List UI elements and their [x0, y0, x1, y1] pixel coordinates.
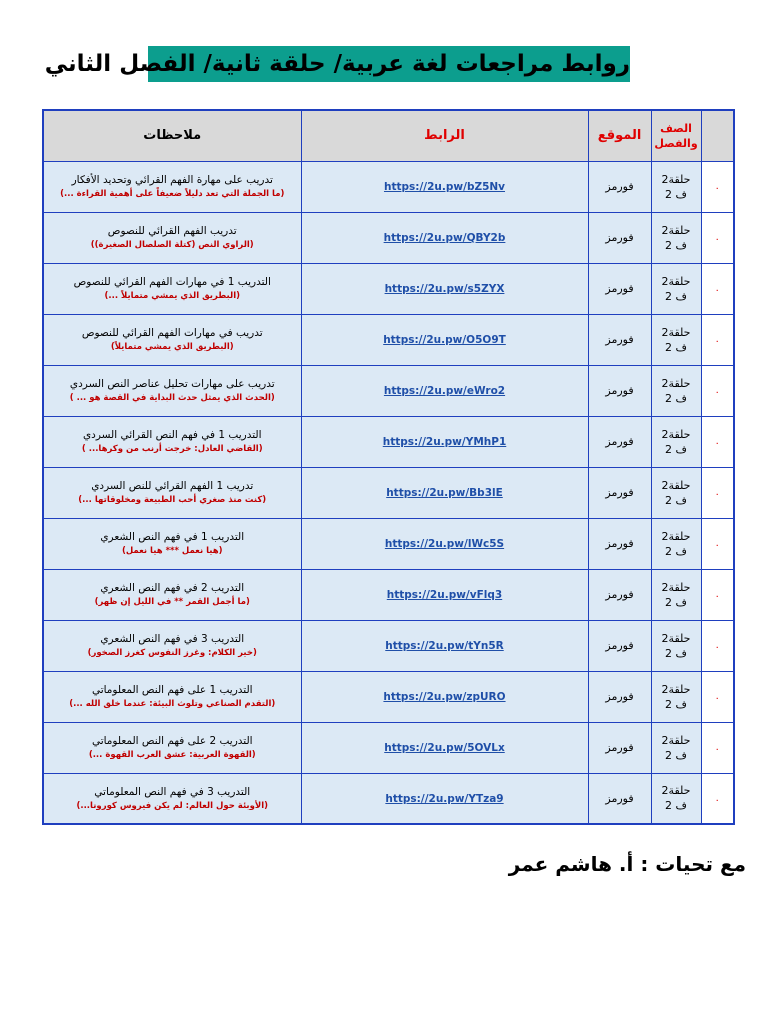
row-note-title: التدريب 1 في فهم النص القرائي السردي — [82, 429, 262, 441]
row-link[interactable]: https://2u.pw/s5ZYX — [384, 283, 505, 295]
row-site: فورمز — [588, 620, 651, 671]
row-note-title: تدريب الفهم القرائي للنصوص — [107, 225, 237, 237]
row-class — [651, 212, 701, 263]
row-class-line2: ف 2 — [665, 442, 687, 456]
row-link[interactable]: https://2u.pw/O5O9T — [383, 334, 506, 346]
row-link[interactable]: https://2u.pw/lWc5S — [384, 538, 505, 550]
row-link-cell — [301, 314, 588, 365]
row-notes — [43, 773, 301, 824]
row-link-cell — [301, 467, 588, 518]
row-note-subtitle: (ما الجملة التي تعد دليلاً ضعيفاً على أهمية القراءة ...) — [60, 189, 285, 199]
row-class-line2: ف 2 — [665, 391, 687, 405]
row-number: . — [701, 263, 734, 314]
row-link-cell — [301, 416, 588, 467]
row-class-line1: حلقة2 — [661, 733, 691, 747]
row-notes — [43, 569, 301, 620]
row-link-cell — [301, 518, 588, 569]
row-note-title: التدريب 2 على فهم النص المعلوماتي — [91, 735, 253, 747]
row-note-subtitle: (الراوي النص (كتلة الصلصال الصغيرة)) — [90, 240, 254, 250]
row-link[interactable]: https://2u.pw/QBY2b — [383, 232, 506, 244]
row-note-subtitle: (خير الكلام: وغرز النفوس كغرز الصخور) — [87, 648, 257, 658]
row-class-line1: حلقة2 — [661, 376, 691, 390]
row-class-line1: حلقة2 — [661, 580, 691, 594]
row-note-subtitle: (هيا نعمل *** هيا نعمل) — [121, 546, 223, 556]
row-class — [651, 722, 701, 773]
row-note-subtitle: (البطريق الذي يمشي متمايلاً ...) — [104, 291, 240, 301]
row-notes — [43, 518, 301, 569]
row-class-line2: ف 2 — [665, 340, 687, 354]
row-note-subtitle: (الحدث الذي يمثل حدث البداية في القصة هو ... ) — [69, 393, 275, 403]
row-link[interactable]: https://2u.pw/vFlq3 — [386, 589, 503, 601]
row-number: . — [701, 620, 734, 671]
row-notes — [43, 161, 301, 212]
row-link-cell — [301, 620, 588, 671]
row-number: . — [701, 722, 734, 773]
header-link: الرابط — [301, 110, 588, 161]
row-link-cell — [301, 671, 588, 722]
row-notes — [43, 263, 301, 314]
row-note-subtitle: (الأوبئة حول العالم: لم يكن فيروس كورونا...) — [76, 800, 269, 811]
table-row — [43, 569, 734, 620]
row-class-line2: ف 2 — [665, 697, 687, 711]
table-row — [43, 314, 734, 365]
row-class-line1: حلقة2 — [661, 172, 691, 186]
row-notes — [43, 365, 301, 416]
row-site: فورمز — [588, 263, 651, 314]
row-site: فورمز — [588, 467, 651, 518]
table-row — [43, 773, 734, 824]
row-note-title: تدريب 1 الفهم القرائي للنص السردي — [91, 480, 254, 492]
row-class — [651, 416, 701, 467]
row-notes — [43, 620, 301, 671]
row-number: . — [701, 314, 734, 365]
row-class — [651, 569, 701, 620]
row-class-line1: حلقة2 — [661, 631, 691, 645]
row-number: . — [701, 365, 734, 416]
row-class-line1: حلقة2 — [661, 274, 691, 288]
header-num — [701, 110, 734, 161]
document-title: روابط مراجعات لغة عربية/ حلقة ثانية/ الفصل الثاني — [148, 46, 630, 82]
row-number: . — [701, 569, 734, 620]
row-number: . — [701, 671, 734, 722]
row-link-cell — [301, 773, 588, 824]
table-row — [43, 263, 734, 314]
row-class — [651, 314, 701, 365]
row-class-line2: ف 2 — [665, 238, 687, 252]
row-class-line2: ف 2 — [665, 748, 687, 762]
row-class — [651, 773, 701, 824]
row-note-subtitle: (البطريق الذي يمشي متمايلاً) — [110, 342, 234, 352]
row-notes — [43, 314, 301, 365]
row-site: فورمز — [588, 773, 651, 824]
row-class-line2: ف 2 — [665, 187, 687, 201]
row-link-cell — [301, 365, 588, 416]
row-class-line2: ف 2 — [665, 289, 687, 303]
row-note-title: التدريب 1 على فهم النص المعلوماتي — [91, 684, 253, 696]
signature: مع تحيات : أ. هاشم عمر — [508, 852, 746, 876]
row-notes — [43, 671, 301, 722]
row-number: . — [701, 161, 734, 212]
row-site: فورمز — [588, 416, 651, 467]
row-notes — [43, 467, 301, 518]
row-link-cell — [301, 263, 588, 314]
row-site: فورمز — [588, 722, 651, 773]
row-site: فورمز — [588, 518, 651, 569]
row-class — [651, 161, 701, 212]
row-number: . — [701, 212, 734, 263]
row-class-line2: ف 2 — [665, 799, 687, 813]
table-body — [43, 161, 734, 824]
row-link[interactable]: https://2u.pw/YTza9 — [385, 792, 504, 805]
table-header-row — [43, 110, 734, 161]
table-row — [43, 212, 734, 263]
row-class-line2: ف 2 — [665, 544, 687, 558]
row-note-title: التدريب 1 في مهارات الفهم القرائي للنصوص — [73, 276, 271, 288]
header-site: الموقع — [588, 110, 651, 161]
row-note-subtitle: (كنت منذ صغري أحب الطبيعة ومخلوقاتها ...) — [78, 495, 267, 505]
row-class-line1: حلقة2 — [661, 784, 691, 798]
row-link[interactable]: https://2u.pw/YMhP1 — [382, 436, 507, 448]
row-link[interactable]: https://2u.pw/tYn5R — [385, 640, 504, 652]
row-link[interactable]: https://2u.pw/5OVLx — [384, 742, 505, 754]
row-note-subtitle: (القاضي العادل: خرجت أرنب من وكرها... ) — [81, 444, 263, 454]
row-note-title: التدريب 3 في فهم النص المعلوماتي — [94, 785, 251, 798]
row-class — [651, 671, 701, 722]
header-class: الصف والفصل — [651, 110, 701, 161]
row-note-subtitle: (القهوة العربية: عشق العرب القهوة ...) — [88, 750, 256, 760]
row-class-line2: ف 2 — [665, 646, 687, 660]
row-class-line2: ف 2 — [665, 595, 687, 609]
table-row — [43, 671, 734, 722]
table-row — [43, 467, 734, 518]
row-note-title: التدريب 3 في فهم النص الشعري — [100, 633, 245, 645]
row-class — [651, 263, 701, 314]
row-link[interactable]: https://2u.pw/bZ5Nv — [383, 181, 506, 193]
row-site: فورمز — [588, 671, 651, 722]
row-number: . — [701, 416, 734, 467]
row-notes — [43, 722, 301, 773]
table-row — [43, 722, 734, 773]
row-link-cell — [301, 161, 588, 212]
row-class-line2: ف 2 — [665, 493, 687, 507]
row-notes — [43, 212, 301, 263]
table-row — [43, 620, 734, 671]
row-note-subtitle: (ما أجمل القمر ** في الليل إن ظهر) — [94, 597, 250, 607]
row-class — [651, 365, 701, 416]
row-link-cell — [301, 212, 588, 263]
row-class-line1: حلقة2 — [661, 223, 691, 237]
table-row — [43, 518, 734, 569]
row-number: . — [701, 773, 734, 824]
row-note-title: تدريب على مهارات تحليل عناصر النص السردي — [69, 378, 275, 390]
row-site: فورمز — [588, 212, 651, 263]
row-link-cell — [301, 569, 588, 620]
row-link-cell — [301, 722, 588, 773]
row-class — [651, 467, 701, 518]
row-class-line1: حلقة2 — [661, 325, 691, 339]
row-number: . — [701, 518, 734, 569]
row-class-line1: حلقة2 — [661, 529, 691, 543]
row-note-title: التدريب 1 في فهم النص الشعري — [100, 531, 245, 543]
row-note-title: تدريب على مهارة الفهم القرائي وتحديد الأفكار — [71, 174, 273, 186]
table-row — [43, 365, 734, 416]
row-site: فورمز — [588, 314, 651, 365]
header-notes: ملاحظات — [43, 110, 301, 161]
row-class-line1: حلقة2 — [661, 427, 691, 441]
row-site: فورمز — [588, 161, 651, 212]
row-class — [651, 620, 701, 671]
row-link[interactable]: https://2u.pw/zpURO — [383, 691, 506, 703]
links-table — [42, 109, 735, 825]
row-note-title: تدريب في مهارات الفهم القرائي للنصوص — [81, 327, 263, 339]
row-class-line1: حلقة2 — [661, 478, 691, 492]
row-link[interactable]: https://2u.pw/eWro2 — [383, 385, 506, 397]
row-note-subtitle: (التقدم الصناعي وتلوث البيئة: عندما خلق الله ...) — [69, 699, 276, 709]
row-class-line1: حلقة2 — [661, 682, 691, 696]
row-note-title: التدريب 2 في فهم النص الشعري — [100, 582, 245, 594]
row-number: . — [701, 467, 734, 518]
row-site: فورمز — [588, 569, 651, 620]
row-class — [651, 518, 701, 569]
row-notes — [43, 416, 301, 467]
row-link[interactable]: https://2u.pw/Bb3lE — [386, 487, 503, 499]
row-site: فورمز — [588, 365, 651, 416]
table-row — [43, 416, 734, 467]
table-row — [43, 161, 734, 212]
